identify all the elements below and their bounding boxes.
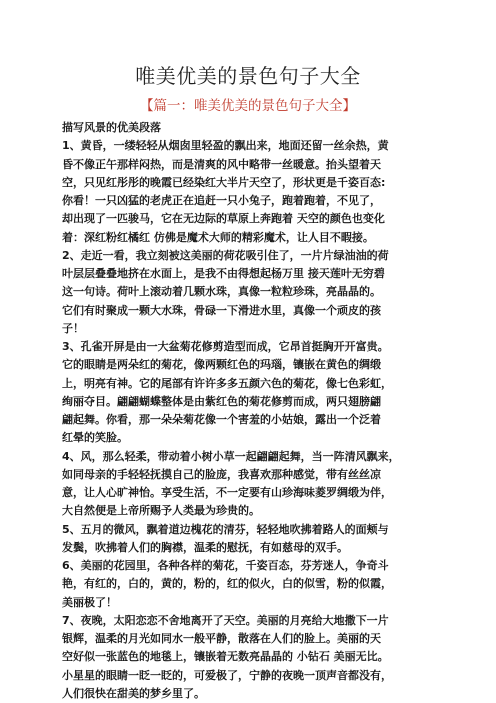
text-line: 人们很快在甜美的梦乡里了。 bbox=[62, 686, 205, 700]
text-line: 昏不像正午那样闷热，而是清爽的风中略带一丝暖意。抬头望着天 bbox=[62, 157, 381, 171]
document-body bbox=[62, 119, 442, 703]
text-line: 空，只见红彤彤的晚霞已经染红大半片天空了，形状更是千姿百态: bbox=[62, 175, 386, 189]
text-line: 发鬓，吹拂着人们的胸襟，温柔的慰抚，有如慈母的双手。 bbox=[62, 540, 348, 554]
text-line: 银辉，温柔的月光如同水一般平静，散落在人们的脸上。美丽的天 bbox=[62, 632, 381, 645]
text-line: 意，让人心旷神怡。享受生活，不一定要有山珍海味菱罗绸缎为伴， bbox=[62, 486, 392, 499]
text-line: 红晕的笑脸。 bbox=[62, 431, 128, 445]
text-line: 它们有时聚成一颗大水珠，骨碌一下滑进水里，真像一个顽皮的孩 bbox=[62, 303, 381, 317]
text-line: 空好似一张蓝色的地毯上，镶嵌着无数亮晶晶的 小钻石 美丽无比。 bbox=[62, 650, 389, 664]
text-line: 4、风，那么轻柔，带动着小树小草一起翩翩起舞，当一阵清风飘来， bbox=[62, 449, 400, 463]
text-line: 7、夜晚，太阳恋恋不舍地离开了天空。美丽的月亮给大地撒下一片 bbox=[62, 613, 389, 627]
text-line: 子！ bbox=[62, 321, 84, 335]
section-subtitle: 【篇一：唯美优美的景色句子大全】 bbox=[140, 98, 356, 114]
text-line: 大自然便是上帝所赐予人类最为珍贵的。 bbox=[62, 504, 260, 518]
text-line: 美丽极了！ bbox=[62, 595, 117, 609]
text-line: 上，明亮有神。它的尾部有许许多多五颜六色的菊花，像七色彩虹， bbox=[62, 376, 392, 390]
text-line: 描写风景的优美段落 bbox=[62, 121, 161, 134]
text-line: 2、走近一看，我立刻被这美丽的荷花吸引住了，一片片绿油油的荷 bbox=[62, 248, 389, 262]
text-line: 3、孔雀开屏是由一大盆菊花修剪造型而成，它昂首挺胸开开富贵。 bbox=[62, 340, 389, 353]
text-line: 叶层层叠叠地挤在水面上，是我不由得想起杨万里 接天莲叶无穷碧 bbox=[62, 267, 385, 280]
text-line: 它的眼睛是两朵红的菊花，像两颗红色的玛瑙，镶嵌在黄色的绸缎 bbox=[62, 358, 381, 372]
text-line: 你看！一只凶猛的老虎正在追赶一只小兔子，跑着跑着，不见了， bbox=[62, 194, 381, 207]
text-line: 1、黄昏，一缕轻轻从烟囱里轻盈的飘出来，地面还留一丝余热，黄 bbox=[62, 139, 389, 153]
text-line: 着：深红粉红橘红 仿佛是魔术大师的精彩魔术，让人目不暇接。 bbox=[62, 230, 374, 244]
text-line: 绚丽夺目。翩翩蝴蝶整体是由紫红色的菊花修剪而成，两只翅膀翩 bbox=[62, 394, 381, 408]
text-line: 小星星的眼睛一眨一眨的，可爱极了，宁静的夜晚一顶声音都没有， bbox=[62, 668, 392, 682]
text-line: 这一句诗。荷叶上滚动着几颗水珠，真像一粒粒珍珠，亮晶晶的。 bbox=[62, 285, 381, 299]
document-title: 唯美优美的景色句子大全 bbox=[135, 64, 361, 88]
text-line: 5、五月的微风，飘着道边槐花的清芬，轻轻地吹拂着路人的面颊与 bbox=[62, 522, 389, 536]
text-line: 翩起舞。你看，那一朵朵菊花像一个害羞的小姑娘，露出一个泛着 bbox=[62, 413, 381, 426]
text-line: 却出现了一匹骏马，它在无边际的草原上奔跑着 天空的颜色也变化 bbox=[62, 212, 385, 226]
text-line: 6、美丽的花园里，各种各样的菊花，千姿百态，芬芳迷人，争奇斗 bbox=[62, 559, 389, 572]
text-line: 如同母亲的手轻轻抚摸自己的脸庞，我喜欢那种感觉，带有丝丝凉 bbox=[62, 467, 381, 481]
text-line: 艳，有红的，白的，黄的，粉的，红的似火，白的似雪，粉的似霞， bbox=[62, 577, 392, 591]
